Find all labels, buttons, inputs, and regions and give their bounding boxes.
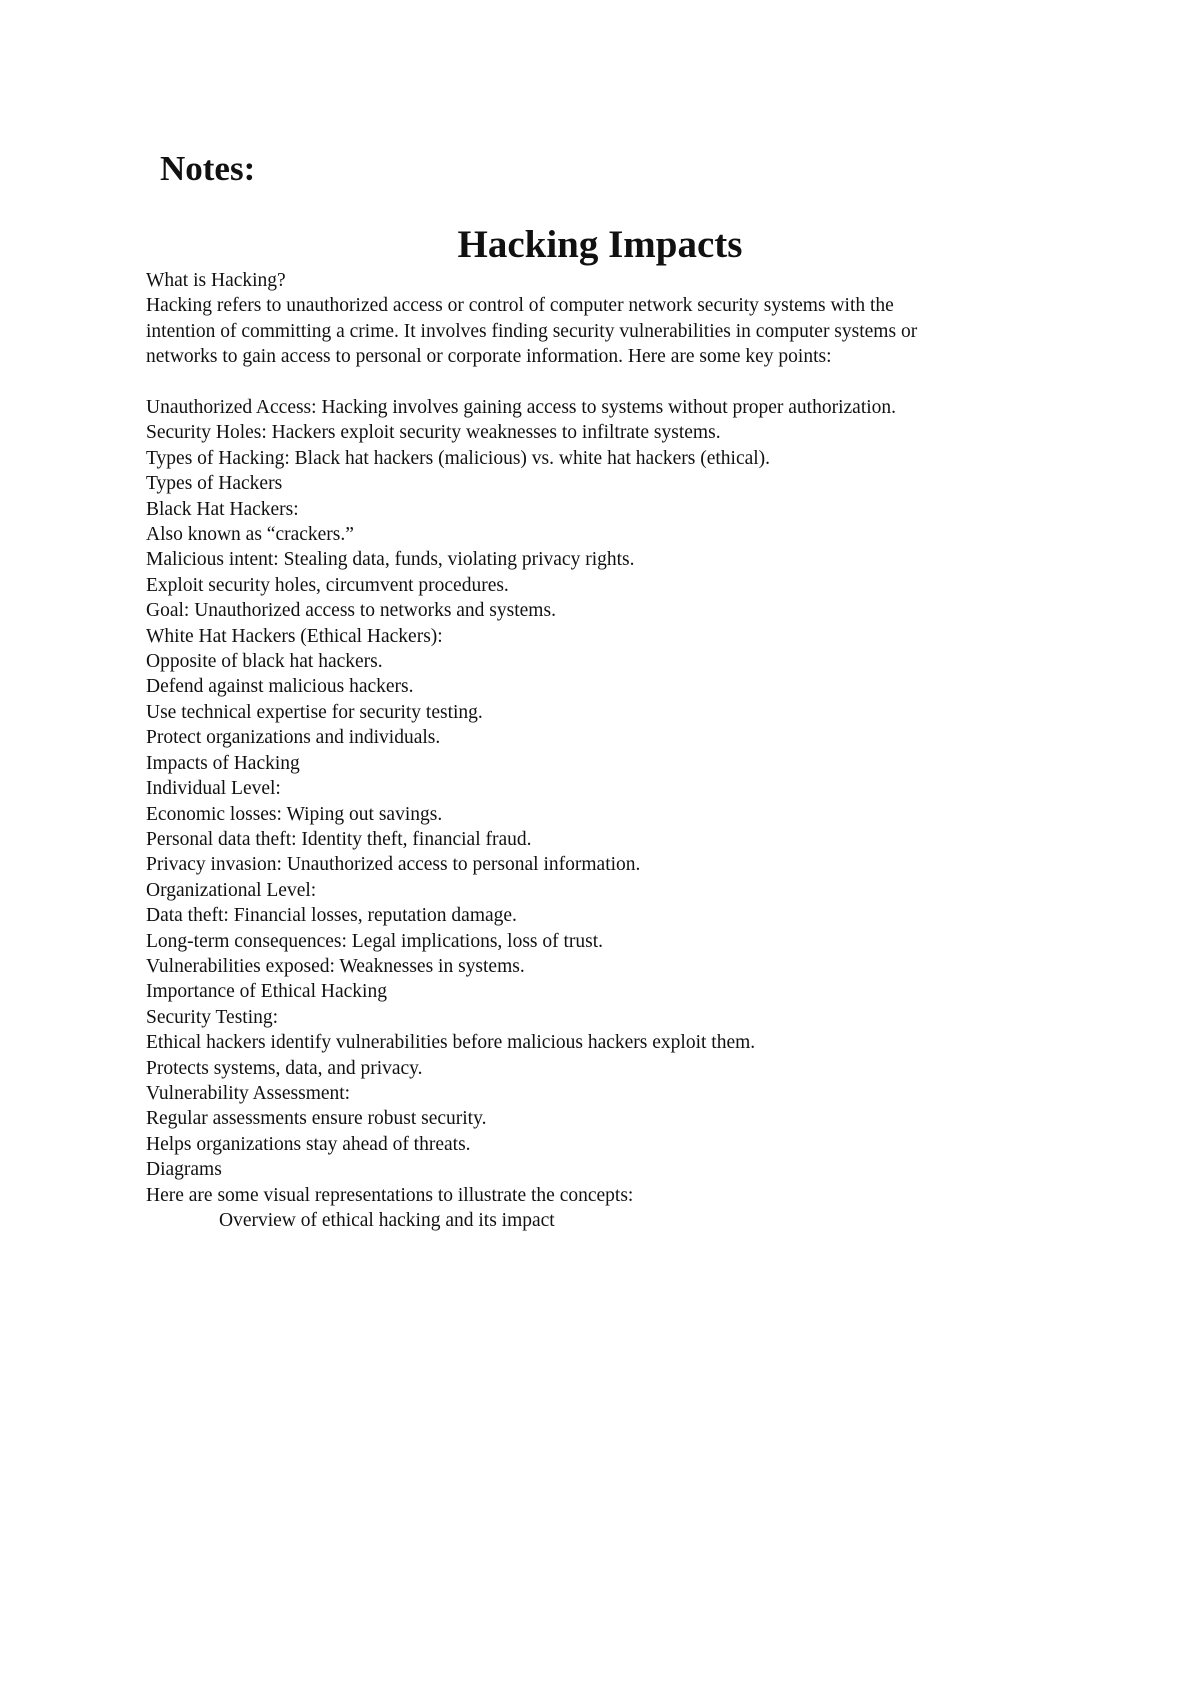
- text-line: Defend against malicious hackers.: [146, 676, 414, 698]
- text-line: Impacts of Hacking: [146, 752, 300, 774]
- blank-line: [146, 370, 1066, 395]
- text-line: Security Holes: Hackers exploit security weaknesses to infiltrate systems.: [146, 422, 721, 444]
- text-line: Organizational Level:: [146, 879, 317, 901]
- document-body: [146, 268, 1066, 1233]
- text-line: Black Hat Hackers:: [146, 498, 299, 520]
- document-title: Hacking Impacts: [457, 223, 743, 266]
- text-line: Vulnerability Assessment:: [146, 1082, 351, 1104]
- text-line: Protect organizations and individuals.: [146, 727, 441, 749]
- text-line: Privacy invasion: Unauthorized access to personal information.: [146, 854, 641, 876]
- notes-lines: [146, 395, 1066, 1208]
- text-line: Unauthorized Access: Hacking involves gaining access to systems without proper authorization.: [146, 397, 897, 419]
- text-line: Malicious intent: Stealing data, funds, violating privacy rights.: [146, 549, 635, 571]
- intro-line: Hacking refers to unauthorized access or control of computer network security systems with the: [146, 295, 894, 317]
- text-line: Types of Hacking: Black hat hackers (malicious) vs. white hat hackers (ethical).: [146, 447, 771, 469]
- text-line: Here are some visual representations to illustrate the concepts:: [146, 1184, 634, 1206]
- intro-line: networks to gain access to personal or corporate information. Here are some key points:: [146, 346, 832, 368]
- text-line: Ethical hackers identify vulnerabilities before malicious hackers exploit them.: [146, 1032, 756, 1054]
- text-line: Types of Hackers: [146, 473, 283, 495]
- intro-line: intention of committing a crime. It involves finding security vulnerabilities in computer systems or: [146, 320, 918, 342]
- diagram-caption: Overview of ethical hacking and its impact: [219, 1210, 555, 1232]
- text-line: Regular assessments ensure robust security.: [146, 1108, 487, 1130]
- text-line: Also known as “crackers.”: [146, 524, 354, 546]
- text-line: White Hat Hackers (Ethical Hackers):: [146, 625, 443, 647]
- section-question: What is Hacking?: [146, 270, 286, 291]
- text-line: Use technical expertise for security testing.: [146, 701, 483, 723]
- text-line: Economic losses: Wiping out savings.: [146, 803, 443, 825]
- text-line: Helps organizations stay ahead of threats.: [146, 1133, 471, 1155]
- text-line: Diagrams: [146, 1159, 222, 1181]
- text-line: Security Testing:: [146, 1006, 279, 1028]
- text-line: Opposite of black hat hackers.: [146, 651, 383, 673]
- text-line: Importance of Ethical Hacking: [146, 981, 387, 1003]
- text-line: Personal data theft: Identity theft, financial fraud.: [146, 828, 532, 850]
- text-line: Goal: Unauthorized access to networks and systems.: [146, 600, 556, 622]
- text-line: Long-term consequences: Legal implications, loss of trust.: [146, 930, 604, 952]
- text-line: Vulnerabilities exposed: Weaknesses in systems.: [146, 955, 525, 977]
- text-line: Data theft: Financial losses, reputation damage.: [146, 905, 517, 927]
- text-line: Exploit security holes, circumvent procedures.: [146, 574, 509, 596]
- text-line: Individual Level:: [146, 778, 281, 800]
- text-line: Protects systems, data, and privacy.: [146, 1057, 423, 1079]
- notes-label: Notes:: [160, 149, 256, 188]
